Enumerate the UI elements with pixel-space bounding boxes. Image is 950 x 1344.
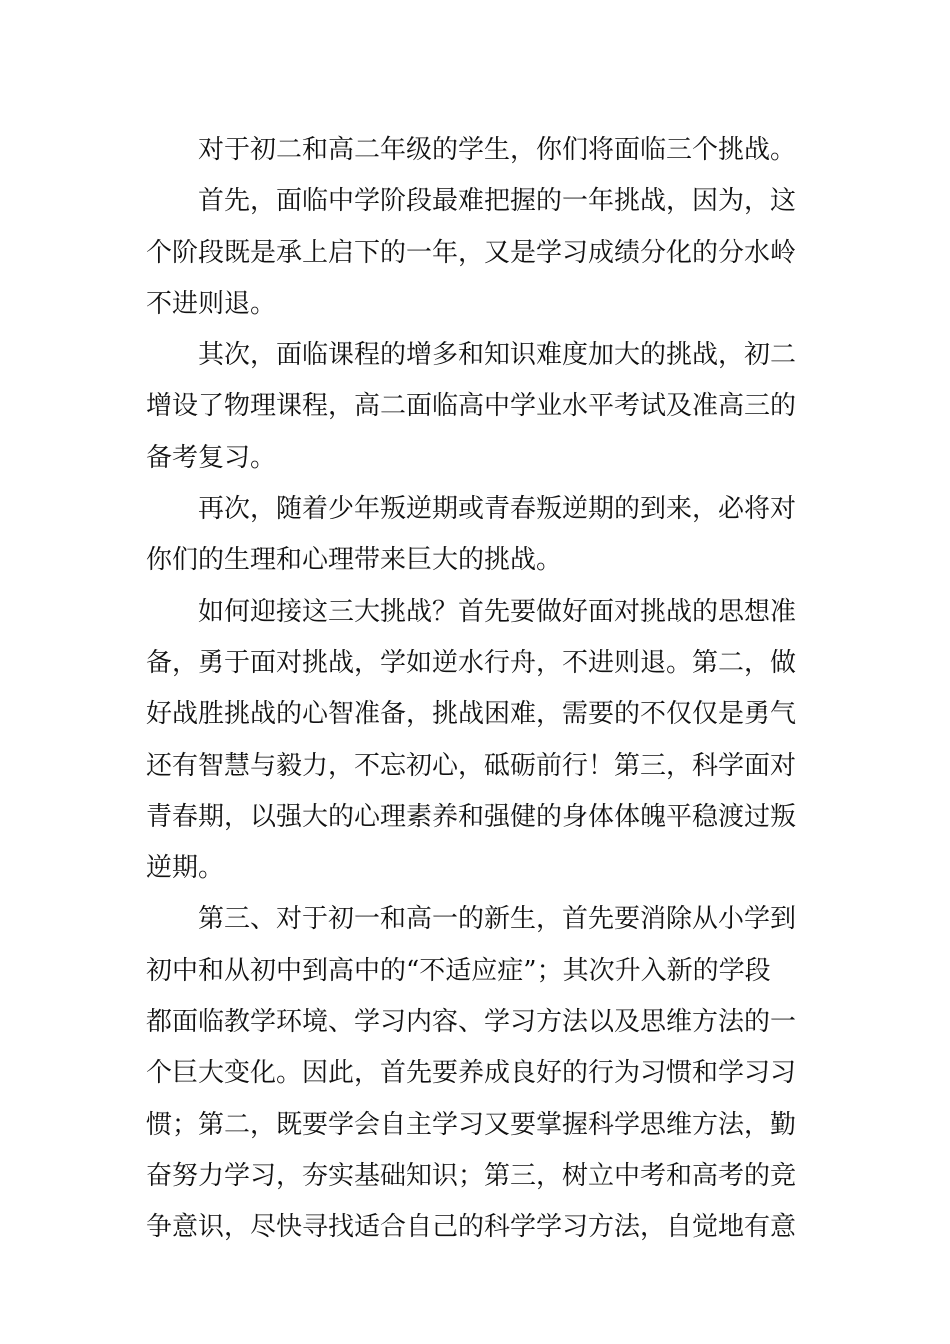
text-line: 增设了物理课程，高二面临高中学业水平考试及准高三的 xyxy=(146,391,797,422)
text-line: 备考复习。 xyxy=(146,442,277,473)
text-line: 其次，面临课程的增多和知识难度加大的挑战，初二 xyxy=(198,340,797,371)
text-line: 首先，面临中学阶段最难把握的一年挑战，因为，这 xyxy=(198,186,797,217)
text-line: 还有智慧与毅力，不忘初心，砥砺前行！第三，科学面对 xyxy=(146,750,797,781)
text-line: 再次，随着少年叛逆期或青春叛逆期的到来，必将对 xyxy=(198,494,797,525)
text-line: 惯；第二，既要学会自主学习又要掌握科学思维方法，勤 xyxy=(146,1109,797,1140)
text-line: 备，勇于面对挑战，学如逆水行舟，不进则退。第二，做 xyxy=(146,647,797,678)
text-line: 青春期，以强大的心理素养和强健的身体体魄平稳渡过叛 xyxy=(146,801,797,832)
document-body xyxy=(146,125,806,1254)
text-line: 好战胜挑战的心智准备，挑战困难，需要的不仅仅是勇气 xyxy=(146,699,797,730)
text-line: 都面临教学环境、学习内容、学习方法以及思维方法的一 xyxy=(146,1007,797,1038)
text-line: 对于初二和高二年级的学生，你们将面临三个挑战。 xyxy=(198,135,797,165)
text-line: 不进则退。 xyxy=(146,288,277,319)
text-line: 个巨大变化。因此，首先要养成良好的行为习惯和学习习 xyxy=(146,1058,797,1089)
text-line: 奋努力学习，夯实基础知识；第三，树立中考和高考的竞 xyxy=(146,1160,797,1191)
text-line: 第三、对于初一和高一的新生，首先要消除从小学到 xyxy=(198,904,797,935)
text-line: 初中和从初中到高中的“不适应症”；其次升入新的学段 xyxy=(146,955,771,986)
text-line: 如何迎接这三大挑战？首先要做好面对挑战的思想准 xyxy=(198,596,797,627)
text-line: 争意识，尽快寻找适合自己的科学学习方法，自觉地有意 xyxy=(146,1212,797,1243)
text-line: 你们的生理和心理带来巨大的挑战。 xyxy=(146,545,563,576)
text-line: 个阶段既是承上启下的一年，又是学习成绩分化的分水岭 xyxy=(146,237,797,268)
text-line: 逆期。 xyxy=(146,853,225,884)
